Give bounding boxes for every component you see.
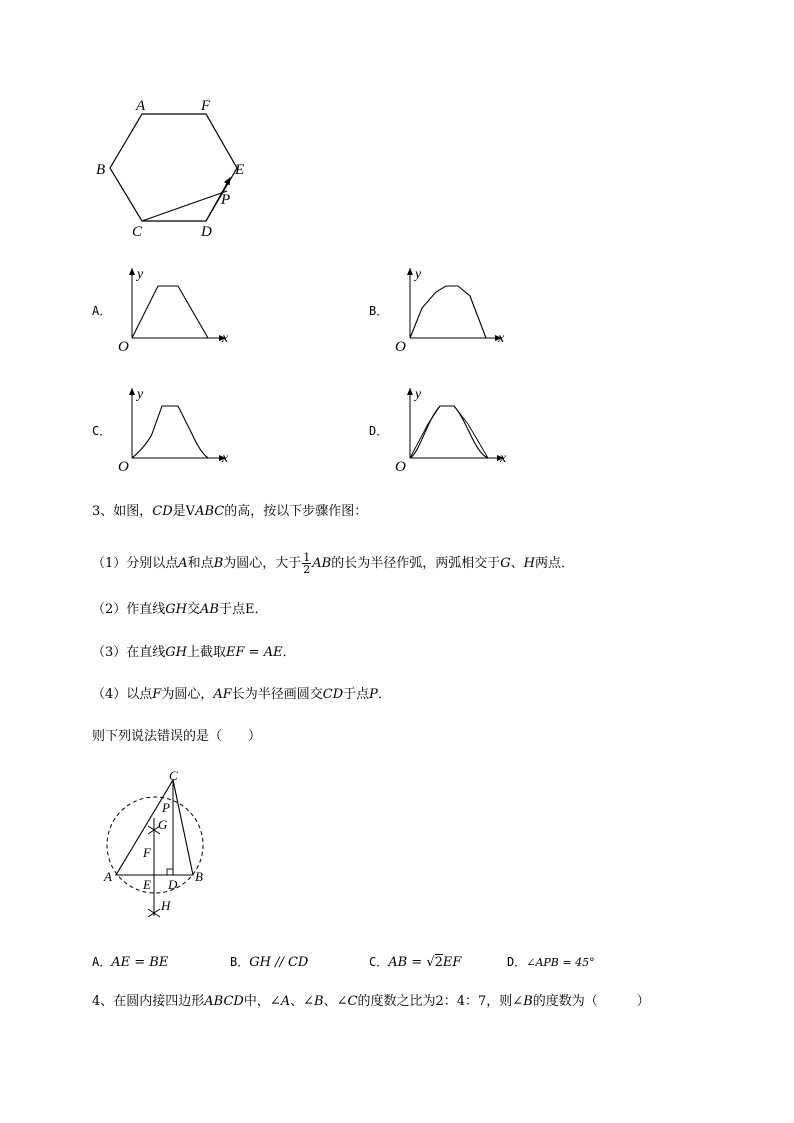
svg-text:O: O	[395, 459, 406, 474]
hexagon-shape	[110, 114, 237, 221]
q3-option-c[interactable]: C．AB = √2EF	[369, 955, 462, 970]
q2-option-b-graph[interactable]	[390, 262, 515, 354]
q2-option-c-graph[interactable]	[112, 382, 237, 474]
q3-step-2: （2）作直线GH交AB于点E．	[92, 602, 268, 617]
hexagon-figure	[90, 92, 260, 242]
svg-text:x: x	[498, 331, 505, 346]
svg-text:y: y	[137, 387, 144, 402]
q2-option-d-graph[interactable]	[390, 382, 515, 474]
q3-step-4: （4）以点F为圆心，AF长为半径画圆交CD于点P．	[92, 687, 391, 702]
q2-d-curve-smooth	[410, 406, 488, 458]
svg-text:y: y	[137, 267, 144, 282]
label-F: F	[201, 98, 211, 114]
q4-stem: 4、在圆内接四边形ABCD中，∠A、∠B、∠C的度数之比为2：4：7，则∠B的度数为（ ）	[92, 994, 650, 1009]
q3-intro: 3、如图，CD是VABC的高，按以下步骤作图：	[92, 504, 368, 519]
label-E: E	[235, 162, 245, 178]
q2-option-a-graph[interactable]	[112, 262, 237, 354]
q3-figure	[98, 768, 218, 928]
svg-text:C: C	[169, 768, 178, 783]
svg-text:O: O	[118, 339, 129, 354]
q3-step-3: （3）在直线GH上截取EF = AE．	[92, 645, 296, 660]
q2-a-curve	[132, 286, 208, 338]
svg-text:y: y	[415, 387, 422, 402]
q2-option-a-letter[interactable]: A．	[92, 304, 112, 318]
q2-option-c-letter[interactable]: C．	[92, 424, 112, 438]
q2-c-curve	[132, 406, 208, 458]
svg-text:P: P	[162, 800, 170, 815]
q2-option-d-letter[interactable]: D．	[369, 424, 389, 438]
q3-step-1: （1）分别以点A和点B为圆心，大于 $\frac{1}{2}$ AB的长为半径作弧，两弧相交于G、H两点．	[92, 551, 574, 576]
svg-text:B: B	[195, 869, 203, 884]
svg-text:E: E	[143, 877, 151, 892]
circle-center-f	[107, 797, 203, 893]
label-P: P	[221, 192, 231, 208]
svg-text:F: F	[143, 845, 151, 860]
label-D: D	[201, 224, 212, 240]
svg-text:O: O	[395, 339, 406, 354]
svg-text:D: D	[168, 877, 178, 892]
label-B: B	[96, 162, 106, 178]
q3-option-a[interactable]: A．AE = BE	[92, 955, 169, 970]
svg-text:x: x	[222, 331, 229, 346]
svg-text:y: y	[415, 267, 422, 282]
svg-text:O: O	[118, 459, 129, 474]
sqrt-sign: √	[426, 955, 435, 970]
label-C: C	[132, 224, 143, 240]
q3-question: 则下列说法错误的是（ ）	[92, 729, 262, 744]
svg-text:G: G	[158, 817, 168, 832]
svg-text:x: x	[500, 451, 507, 466]
fraction-one-half: $\frac{1}{2}$	[303, 551, 311, 576]
svg-text:A: A	[104, 869, 112, 884]
q2-b-curve	[410, 286, 486, 338]
q3-option-b[interactable]: B．GH // CD	[230, 955, 309, 970]
q2-d-curve-polyline	[410, 406, 488, 458]
svg-text:x: x	[222, 451, 229, 466]
right-angle-mark	[167, 869, 173, 875]
label-A: A	[136, 98, 146, 114]
q2-option-b-letter[interactable]: B．	[369, 304, 389, 318]
q3-option-d[interactable]: D．∠APB = 45°	[507, 955, 595, 969]
svg-text:H: H	[161, 898, 171, 913]
